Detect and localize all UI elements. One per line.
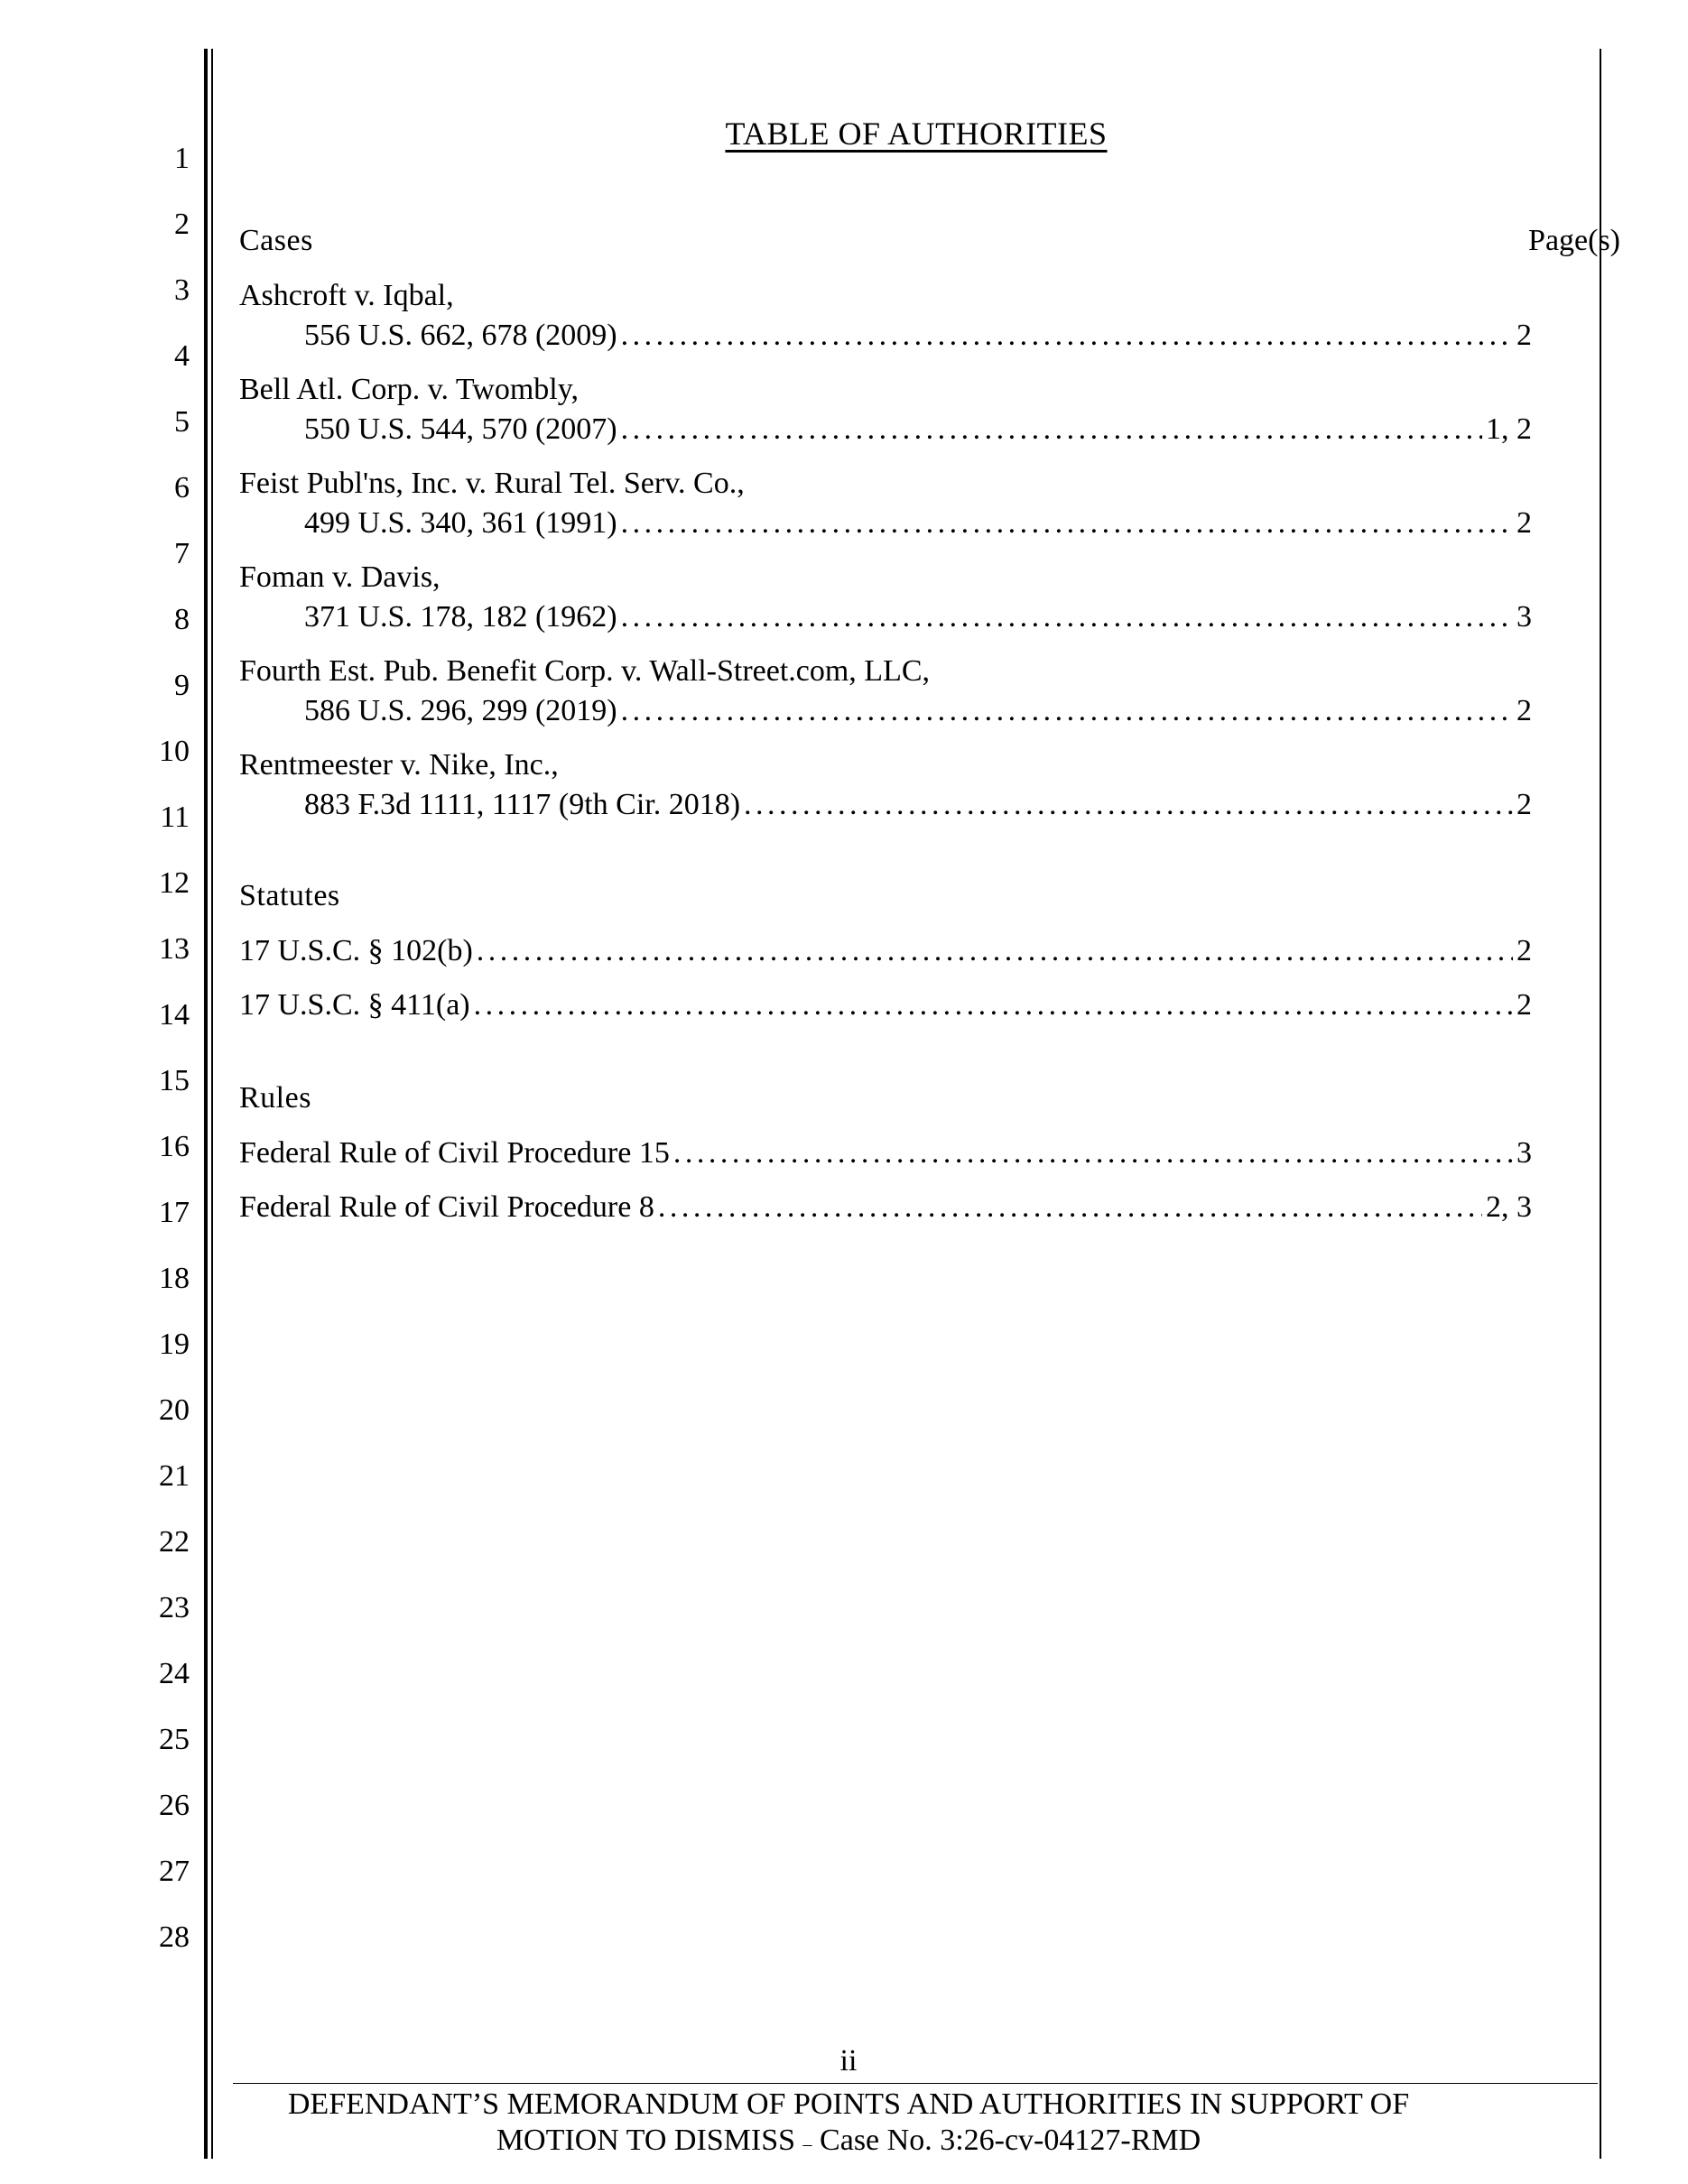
- case-citation: 371 U.S. 178, 182 (1962): [304, 600, 617, 634]
- footer-caption: [239, 2087, 1458, 2162]
- line-number: 25: [159, 1723, 190, 1756]
- statute-citation: 17 U.S.C. § 102(b): [239, 934, 473, 967]
- citation-row: [239, 410, 1532, 449]
- citation-row: [239, 986, 1532, 1025]
- dot-leader: [477, 931, 1513, 971]
- dot-leader: [621, 316, 1513, 356]
- dot-leader: [621, 691, 1513, 731]
- case-citation: 550 U.S. 544, 570 (2007): [304, 412, 617, 446]
- dot-leader: [621, 504, 1513, 543]
- rules-heading: Rules: [239, 1081, 311, 1115]
- dot-leader: [673, 1134, 1513, 1173]
- case-citation: 499 U.S. 340, 361 (1991): [304, 506, 617, 540]
- line-number: 9: [174, 669, 190, 702]
- page-reference: 2: [1516, 788, 1532, 821]
- case-name: Foman v. Davis,: [239, 560, 441, 594]
- page-reference: 2: [1516, 319, 1532, 352]
- citation-row: [239, 504, 1532, 543]
- left-margin-rule-inner: [211, 49, 213, 2159]
- line-number: 21: [159, 1459, 190, 1493]
- line-number: 6: [174, 471, 190, 504]
- line-number: 24: [159, 1657, 190, 1690]
- footer-case-number: Case No. 3:26-cv-04127-RMD: [820, 2124, 1201, 2157]
- pages-heading: Page(s): [1528, 224, 1620, 257]
- page-reference: 2, 3: [1486, 1190, 1532, 1224]
- footer-divider: [233, 2083, 1598, 2084]
- rule-entry: [239, 1188, 1532, 1227]
- page-reference: 2: [1516, 934, 1532, 967]
- line-number: 3: [174, 273, 190, 307]
- line-number: 23: [159, 1591, 190, 1624]
- line-number: 5: [174, 405, 190, 439]
- line-number: 8: [174, 603, 190, 636]
- page-reference: 3: [1516, 600, 1532, 634]
- line-number: 17: [159, 1196, 190, 1229]
- citation-row: [239, 785, 1532, 825]
- case-citation: 586 U.S. 296, 299 (2019): [304, 694, 617, 727]
- dot-leader: [658, 1188, 1482, 1227]
- line-number: 12: [159, 866, 190, 900]
- line-number: 10: [159, 735, 190, 768]
- right-margin-rule: [1600, 49, 1601, 2159]
- line-number: 15: [159, 1064, 190, 1097]
- line-number: 2: [174, 208, 190, 241]
- statute-entry: [239, 931, 1532, 971]
- line-number: 1: [174, 142, 190, 175]
- case-name: Feist Publ'ns, Inc. v. Rural Tel. Serv. Co.,: [239, 467, 745, 500]
- footer-dash: –: [802, 2134, 812, 2154]
- citation-row: [239, 691, 1532, 731]
- statute-citation: 17 U.S.C. § 411(a): [239, 988, 470, 1022]
- line-number: 7: [174, 537, 190, 570]
- page-title: TABLE OF AUTHORITIES: [725, 116, 1108, 152]
- rule-citation: Federal Rule of Civil Procedure 15: [239, 1136, 670, 1170]
- case-name: Rentmeester v. Nike, Inc.,: [239, 748, 559, 782]
- page-reference: 2: [1516, 506, 1532, 540]
- case-entry: [239, 745, 1532, 825]
- case-citation: 556 U.S. 662, 678 (2009): [304, 319, 617, 352]
- page-reference: 2: [1516, 694, 1532, 727]
- dot-leader: [744, 785, 1513, 825]
- left-margin-rule: [204, 49, 208, 2159]
- line-number: 27: [159, 1855, 190, 1888]
- statute-entry: [239, 986, 1532, 1025]
- line-number: 20: [159, 1393, 190, 1427]
- case-name: Fourth Est. Pub. Benefit Corp. v. Wall-Street.com, LLC,: [239, 654, 931, 688]
- case-citation: 883 F.3d 1111, 1117 (9th Cir. 2018): [304, 788, 741, 821]
- line-number: 26: [159, 1789, 190, 1822]
- cases-heading: Cases: [239, 224, 313, 257]
- line-number: 13: [159, 932, 190, 966]
- line-number: 16: [159, 1130, 190, 1163]
- case-entry: [239, 652, 1532, 731]
- rule-citation: Federal Rule of Civil Procedure 8: [239, 1190, 654, 1224]
- page-reference: 1, 2: [1486, 412, 1532, 446]
- citation-row: [239, 1188, 1532, 1227]
- line-number: 22: [159, 1525, 190, 1559]
- dot-leader: [474, 986, 1513, 1025]
- footer-line-1: DEFENDANT’S MEMORANDUM OF POINTS AND AUTHORITIES IN SUPPORT OF: [287, 2087, 1410, 2121]
- page-reference: 3: [1516, 1136, 1532, 1170]
- footer-page-number: ii: [839, 2044, 858, 2078]
- line-number: 14: [159, 998, 190, 1032]
- citation-row: [239, 597, 1532, 637]
- line-number: 19: [159, 1328, 190, 1361]
- footer-line-2: [239, 2123, 1458, 2162]
- case-name: Bell Atl. Corp. v. Twombly,: [239, 373, 580, 406]
- footer-motion-title: MOTION TO DISMISS: [496, 2124, 796, 2157]
- rule-entry: [239, 1134, 1532, 1173]
- line-number: 28: [159, 1920, 190, 1954]
- citation-row: [239, 316, 1532, 356]
- page-reference: 2: [1516, 988, 1532, 1022]
- line-number: 11: [160, 800, 190, 834]
- dot-leader: [621, 410, 1482, 449]
- case-entry: [239, 370, 1532, 449]
- dot-leader: [621, 597, 1513, 637]
- line-numbers: [0, 0, 190, 2076]
- document-body: [239, 0, 1620, 2184]
- citation-row: [239, 931, 1532, 971]
- case-entry: [239, 464, 1532, 543]
- case-entry: [239, 558, 1532, 637]
- statutes-heading: Statutes: [239, 879, 340, 912]
- line-number: 18: [159, 1262, 190, 1295]
- case-entry: [239, 276, 1532, 356]
- case-name: Ashcroft v. Iqbal,: [239, 279, 454, 312]
- line-number: 4: [174, 339, 190, 373]
- citation-row: [239, 1134, 1532, 1173]
